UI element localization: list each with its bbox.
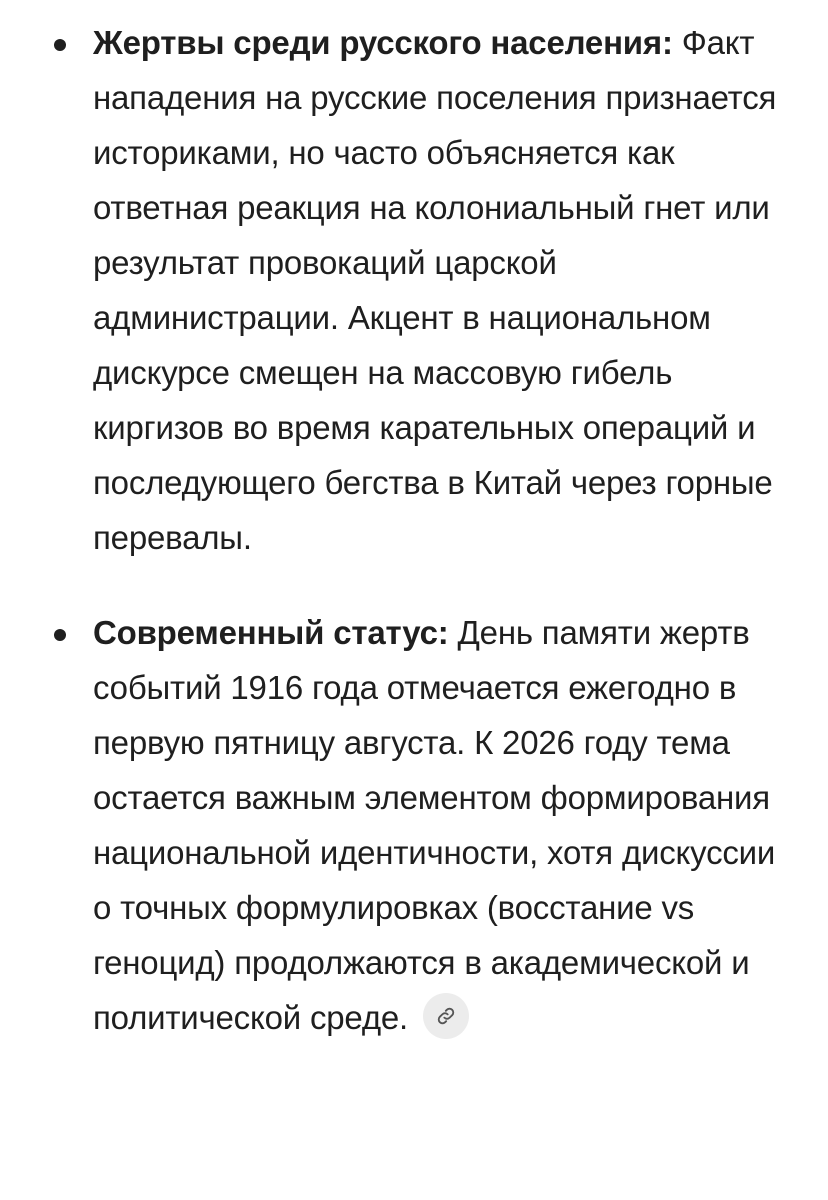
item-term: Современный статус: xyxy=(93,614,449,651)
item-term: Жертвы среди русского населения: xyxy=(93,24,673,61)
source-link-button[interactable] xyxy=(423,993,469,1039)
bullet-dot xyxy=(54,39,66,51)
list-item xyxy=(0,605,828,1045)
item-text: Факт нападения на русские поселения признается историками, но часто объясняется как ответная реакция на колониальный гнет или результат провокаций царской администрации. Акцент в национальном дискурсе смещен на массовую гибель киргизов во время карательных операций и последующего бегства в Китай через горные перевалы. xyxy=(93,24,777,556)
item-text: День памяти жертв событий 1916 года отмечается ежегодно в первую пятницу августа. К 2026 году тема остается важным элементом формирования национальной идентичности, хотя дискуссии о точных формулировках (восстание vs геноцид) продолжаются в академической и политической среде. xyxy=(93,614,776,1036)
list-item xyxy=(0,0,828,565)
bullet-dot xyxy=(54,629,66,641)
link-icon xyxy=(436,1006,456,1026)
